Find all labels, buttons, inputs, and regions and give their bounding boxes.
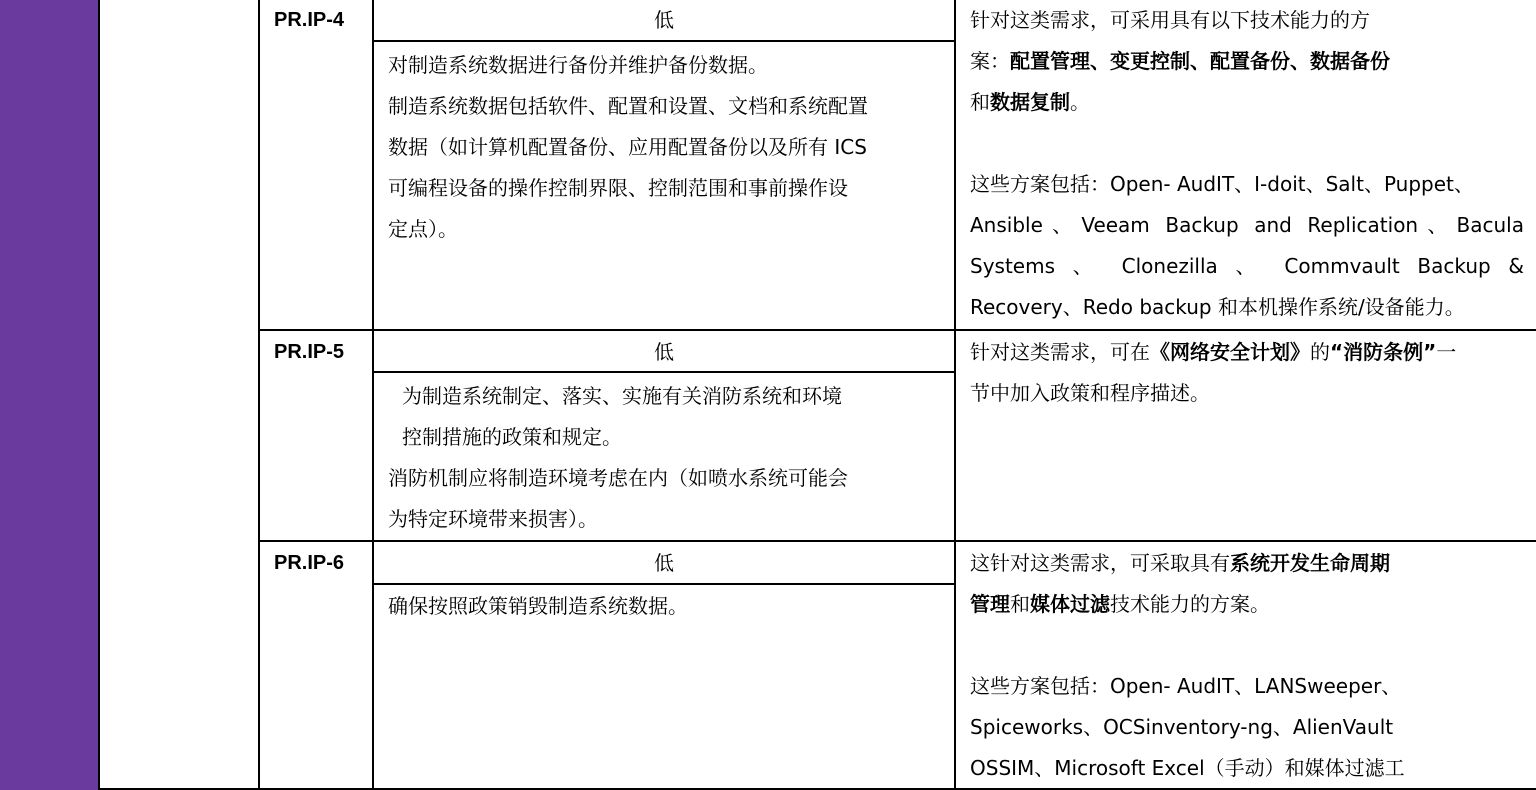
column-divider (258, 0, 260, 790)
solution-text-span: 一 (1436, 340, 1457, 364)
description-line: 控制措施的政策和规定。 (402, 425, 622, 449)
description-line: 消防机制应将制造环境考虑在内（如喷水系统可能会 (388, 466, 848, 490)
solution-text-span: 针对这类需求，可在 (970, 340, 1150, 364)
solution-keyword: 管理 (970, 592, 1010, 616)
requirement-id: PR.IP-6 (274, 552, 345, 574)
solution-keyword: “消防条例” (1330, 340, 1437, 364)
solution-keyword: 系统开发生命周期 (1230, 551, 1390, 575)
description-line: 为制造系统制定、落实、实施有关消防系统和环境 (402, 384, 842, 408)
requirement-description (388, 45, 944, 250)
purple-sidebar-band (0, 0, 100, 790)
solution-text (970, 332, 1524, 414)
solution-text (970, 0, 1524, 328)
solution-line: 针对这类需求，可采用具有以下技术能力的方 (970, 8, 1370, 32)
solution-line: 节中加入政策和程序描述。 (970, 381, 1210, 405)
column-divider (372, 0, 374, 790)
solution-text (970, 543, 1524, 789)
solution-line: Spiceworks、OCSinventory-ng、AlienVault (970, 715, 1394, 739)
solution-text-span: 案： (970, 49, 1010, 73)
priority-level: 低 (654, 8, 674, 32)
requirement-description (388, 376, 944, 540)
solution-text-span: 和 (970, 90, 990, 114)
solution-line: Ansible、Veeam Backup and Replication、Bacula (970, 213, 1524, 237)
row-divider (258, 329, 1536, 331)
blank-line (970, 625, 1524, 666)
solution-text-span: 和 (1010, 592, 1030, 616)
solution-line (970, 41, 1524, 82)
priority-level: 低 (654, 551, 674, 575)
solution-text-span: 技术能力的方案。 (1110, 592, 1270, 616)
description-line: 定点）。 (388, 217, 458, 241)
description-line: 制造系统数据包括软件、配置和设置、文档和系统配置 (388, 94, 868, 118)
blank-line (970, 123, 1524, 164)
priority-level: 低 (654, 340, 674, 364)
column-divider (954, 0, 956, 790)
solution-keyword: 数据复制 (990, 90, 1070, 114)
solution-line (970, 332, 1524, 373)
description-line: 数据（如计算机配置备份、应用配置备份以及所有 ICS (388, 135, 867, 159)
requirement-id: PR.IP-4 (274, 9, 345, 31)
description-line: 为特定环境带来损害）。 (388, 507, 598, 531)
solution-text-span: 的 (1310, 340, 1330, 364)
solution-text-span: 这针对这类需求，可采取具有 (970, 551, 1230, 575)
solution-line: 这些方案包括：Open- AudIT、LANSweeper、 (970, 674, 1402, 698)
description-line: 对制造系统数据进行备份并维护备份数据。 (388, 53, 768, 77)
solution-keyword: 配置管理、变更控制、配置备份、数据备份 (1010, 49, 1390, 73)
solution-keyword: 《网络安全计划》 (1150, 340, 1310, 364)
requirement-id: PR.IP-5 (274, 341, 345, 363)
requirement-description (388, 586, 944, 627)
solution-line (970, 584, 1524, 625)
solution-line: Recovery、Redo backup 和本机操作系统/设备能力。 (970, 295, 1465, 319)
solution-line (970, 543, 1524, 584)
solution-line: Systems 、 Clonezilla 、 Commvault Backup & (970, 254, 1524, 278)
solution-keyword: 媒体过滤 (1030, 592, 1110, 616)
solution-line: OSSIM、Microsoft Excel（手动）和媒体过滤工 (970, 756, 1405, 780)
solution-line: 这些方案包括：Open- AudIT、I-doit、Salt、Puppet、 (970, 172, 1474, 196)
description-line: 可编程设备的操作控制界限、控制范围和事前操作设 (388, 176, 848, 200)
description-line: 确保按照政策销毁制造系统数据。 (388, 594, 688, 618)
solution-text-span: 。 (1070, 90, 1090, 114)
row-divider (258, 540, 1536, 542)
solution-line (970, 82, 1524, 123)
